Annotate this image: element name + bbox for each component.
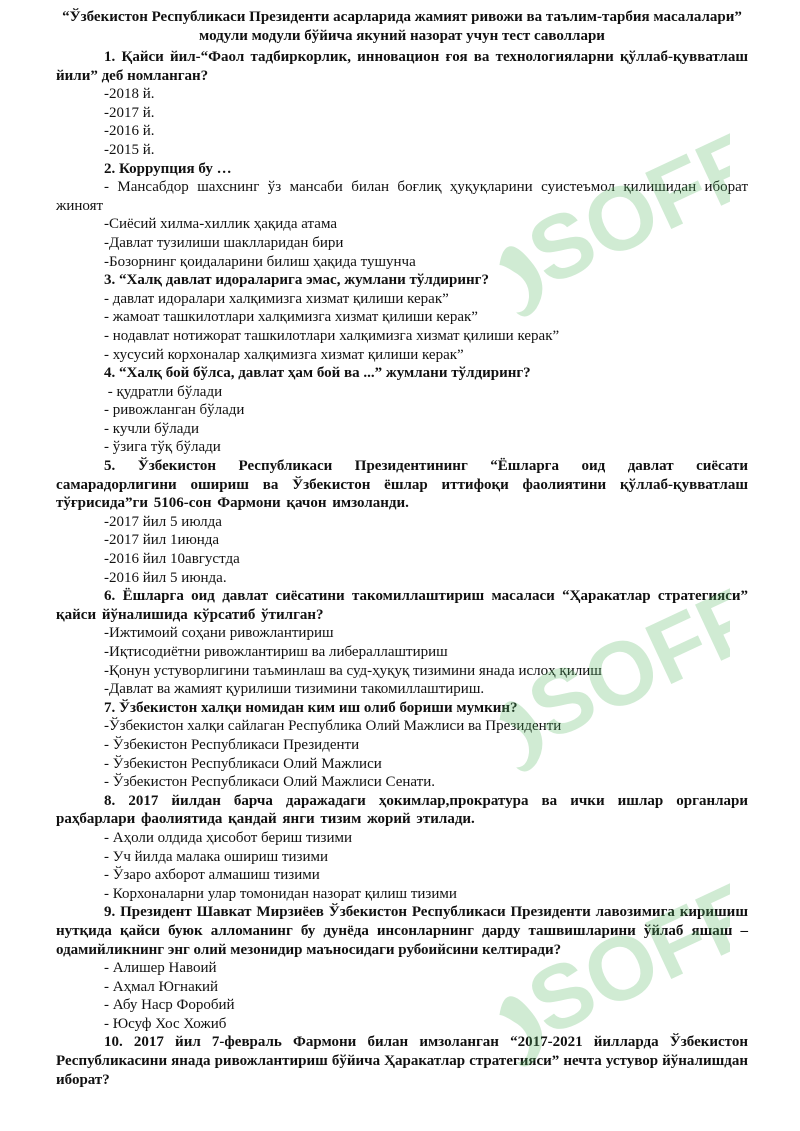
answer-option: -Ўзбекистон халқи сайлаган Республика Олий Мажлиси ва Президенти — [104, 718, 562, 735]
answer-option: - жамоат ташкилотлари халқимизга хизмат қилиши керак” — [104, 309, 478, 326]
question-text: 9. Президент Шавкат Мирзиёев Ўзбекистон Республикаси Президенти лавозимига киришиш нутқида қайси буюк алломанинг бу дунёда инсонларнинг дарду ташвишларини ўйлаб яшаш – одамийликнинг энг олий мезонидир маъносидаги рубоийсини келтиради? — [56, 904, 748, 958]
answer-option: - Аҳоли олдида ҳисобот бериш тизими — [104, 829, 353, 846]
question-text: 7. Ўзбекистон халқи номидан ким иш олиб бориши мумкин? — [104, 699, 518, 716]
answer-option: -2016 й. — [104, 123, 155, 140]
answer-option: -Қонун устуворлигини таъминлаш ва суд-ҳуқуқ тизимини янада ислоҳ қилиш — [104, 662, 602, 679]
answer-option: - ўзига тўқ бўлади — [104, 439, 221, 456]
answer-option: - ривожланган бўлади — [104, 402, 245, 419]
answer-option: - давлат идоралари халқимизга хизмат қилиши керак” — [104, 290, 449, 307]
question-text: 1. Қайси йил-“Фаол тадбиркорлик, инновацион ғоя ва технологияларни қўллаб-қувватлаш йили” деб номланган? — [56, 49, 748, 84]
answer-option: -2016 йил 10августда — [104, 551, 240, 568]
answer-option: -2017 й. — [104, 104, 155, 121]
answer-option: - кучли бўлади — [104, 420, 200, 437]
question-text: 10. 2017 йил 7-февраль Фармони билан имзоланган “2017-2021 йилларда Ўзбекистон Республикасини янада ривожлантириш бўйича Ҳаракатлар стратегияси” нечта устувор йўналишдан иборат? — [56, 1034, 748, 1088]
answer-option: -Давлат тузилиши шаклларидан бири — [104, 234, 344, 251]
question-text: 6. Ёшларга оид давлат сиёсатини такомиллаштириш масаласи “Ҳаракатлар стратегияси” қайси йўналишида кўрсатиб ўтилган? — [56, 588, 748, 623]
answer-option: -2018 й. — [104, 86, 155, 103]
question-text: 8. 2017 йилдан барча даражадаги ҳокимлар,прократура ва ички ишлар органлари раҳбарлари фаолиятида қандай янги тизим жорий этилади. — [56, 792, 748, 828]
watermark-text: SOFF — [514, 567, 730, 760]
answer-option: - Аҳмал Югнакий — [104, 978, 219, 995]
question-text: 3. “Халқ давлат идораларига эмас, жумлани тўлдиринг? — [104, 272, 489, 289]
answer-option: - Ўзбекистон Республикаси Олий Мажлиси — [104, 755, 382, 772]
answer-option: - Ўзаро ахборот алмашиш тизими — [104, 867, 320, 884]
question-text: 4. “Халқ бой бўлса, давлат ҳам бой ва ...” жумлани тўлдиринг? — [104, 365, 531, 382]
question-text: 5. Ўзбекистон Республикаси Президентининг “Ёшларга оид давлат сиёсати самарадорлигини ошириш ва Ўзбекистон ёшлар иттифоқи фаолиятини қўллаб-қувватлаш тўғрисида”ги 5106-сон Фармони қачон имзоланди. — [56, 458, 748, 512]
answer-option: -2017 йил 5 июлда — [104, 513, 222, 530]
answer-option: - Ўзбекистон Республикаси Президенти — [104, 736, 360, 753]
answer-option: - нодавлат нотижорат ташкилотлари халқимизга хизмат қилиши керак” — [104, 327, 560, 344]
answer-option: - Абу Наср Форобий — [104, 997, 235, 1014]
answer-option: -Иқтисодиётни ривожлантириш ва либераллаштириш — [104, 644, 448, 660]
answer-option: - Мансабдор шахснинг ўз мансаби билан боғлиқ ҳуқуқларини суистеъмол қилишидан иборат жиноят — [56, 179, 748, 214]
question-text: 2. Коррупция бу … — [104, 160, 232, 177]
answer-option: -Давлат ва жамият қурилиши тизимини такомиллаштириш. — [104, 681, 485, 698]
answer-option: -2017 йил 1июнда — [104, 532, 220, 549]
answer-option: - Юсуф Хос Хожиб — [104, 1015, 227, 1032]
answer-option: - Алишер Навоий — [104, 960, 217, 977]
answer-option: -Бозорнинг қоидаларини билиш ҳақида тушунча — [104, 253, 416, 270]
answer-option: -2016 йил 5 июнда. — [104, 569, 227, 586]
answer-option: - Ўзбекистон Республикаси Олий Мажлиси Сенати. — [104, 774, 435, 791]
answer-option: -Ижтимоий соҳани ривожлантириш — [104, 625, 334, 642]
answer-option: - Корхоналарни улар томонидан назорат қилиш тизими — [104, 885, 457, 902]
watermark-text: SOFF — [514, 862, 730, 1055]
document-title: “Ўзбекистон Республикаси Президенти асарларида жамият ривожи ва таълим-тарбия масалалари” модули модули бўйича якуний назорат учун тест саволлари — [62, 9, 742, 44]
answer-option: -Сиёсий хилма-хиллик ҳақида атама — [104, 216, 337, 233]
answer-option: -2015 й. — [104, 141, 155, 158]
answer-option: - қудратли бўлади — [104, 383, 223, 400]
answer-option: - Уч йилда малака ошириш тизими — [104, 848, 328, 865]
answer-option: - хусусий корхоналар халқимизга хизмат қилиши керак” — [104, 346, 464, 363]
watermark-text: SOFF — [514, 112, 730, 305]
